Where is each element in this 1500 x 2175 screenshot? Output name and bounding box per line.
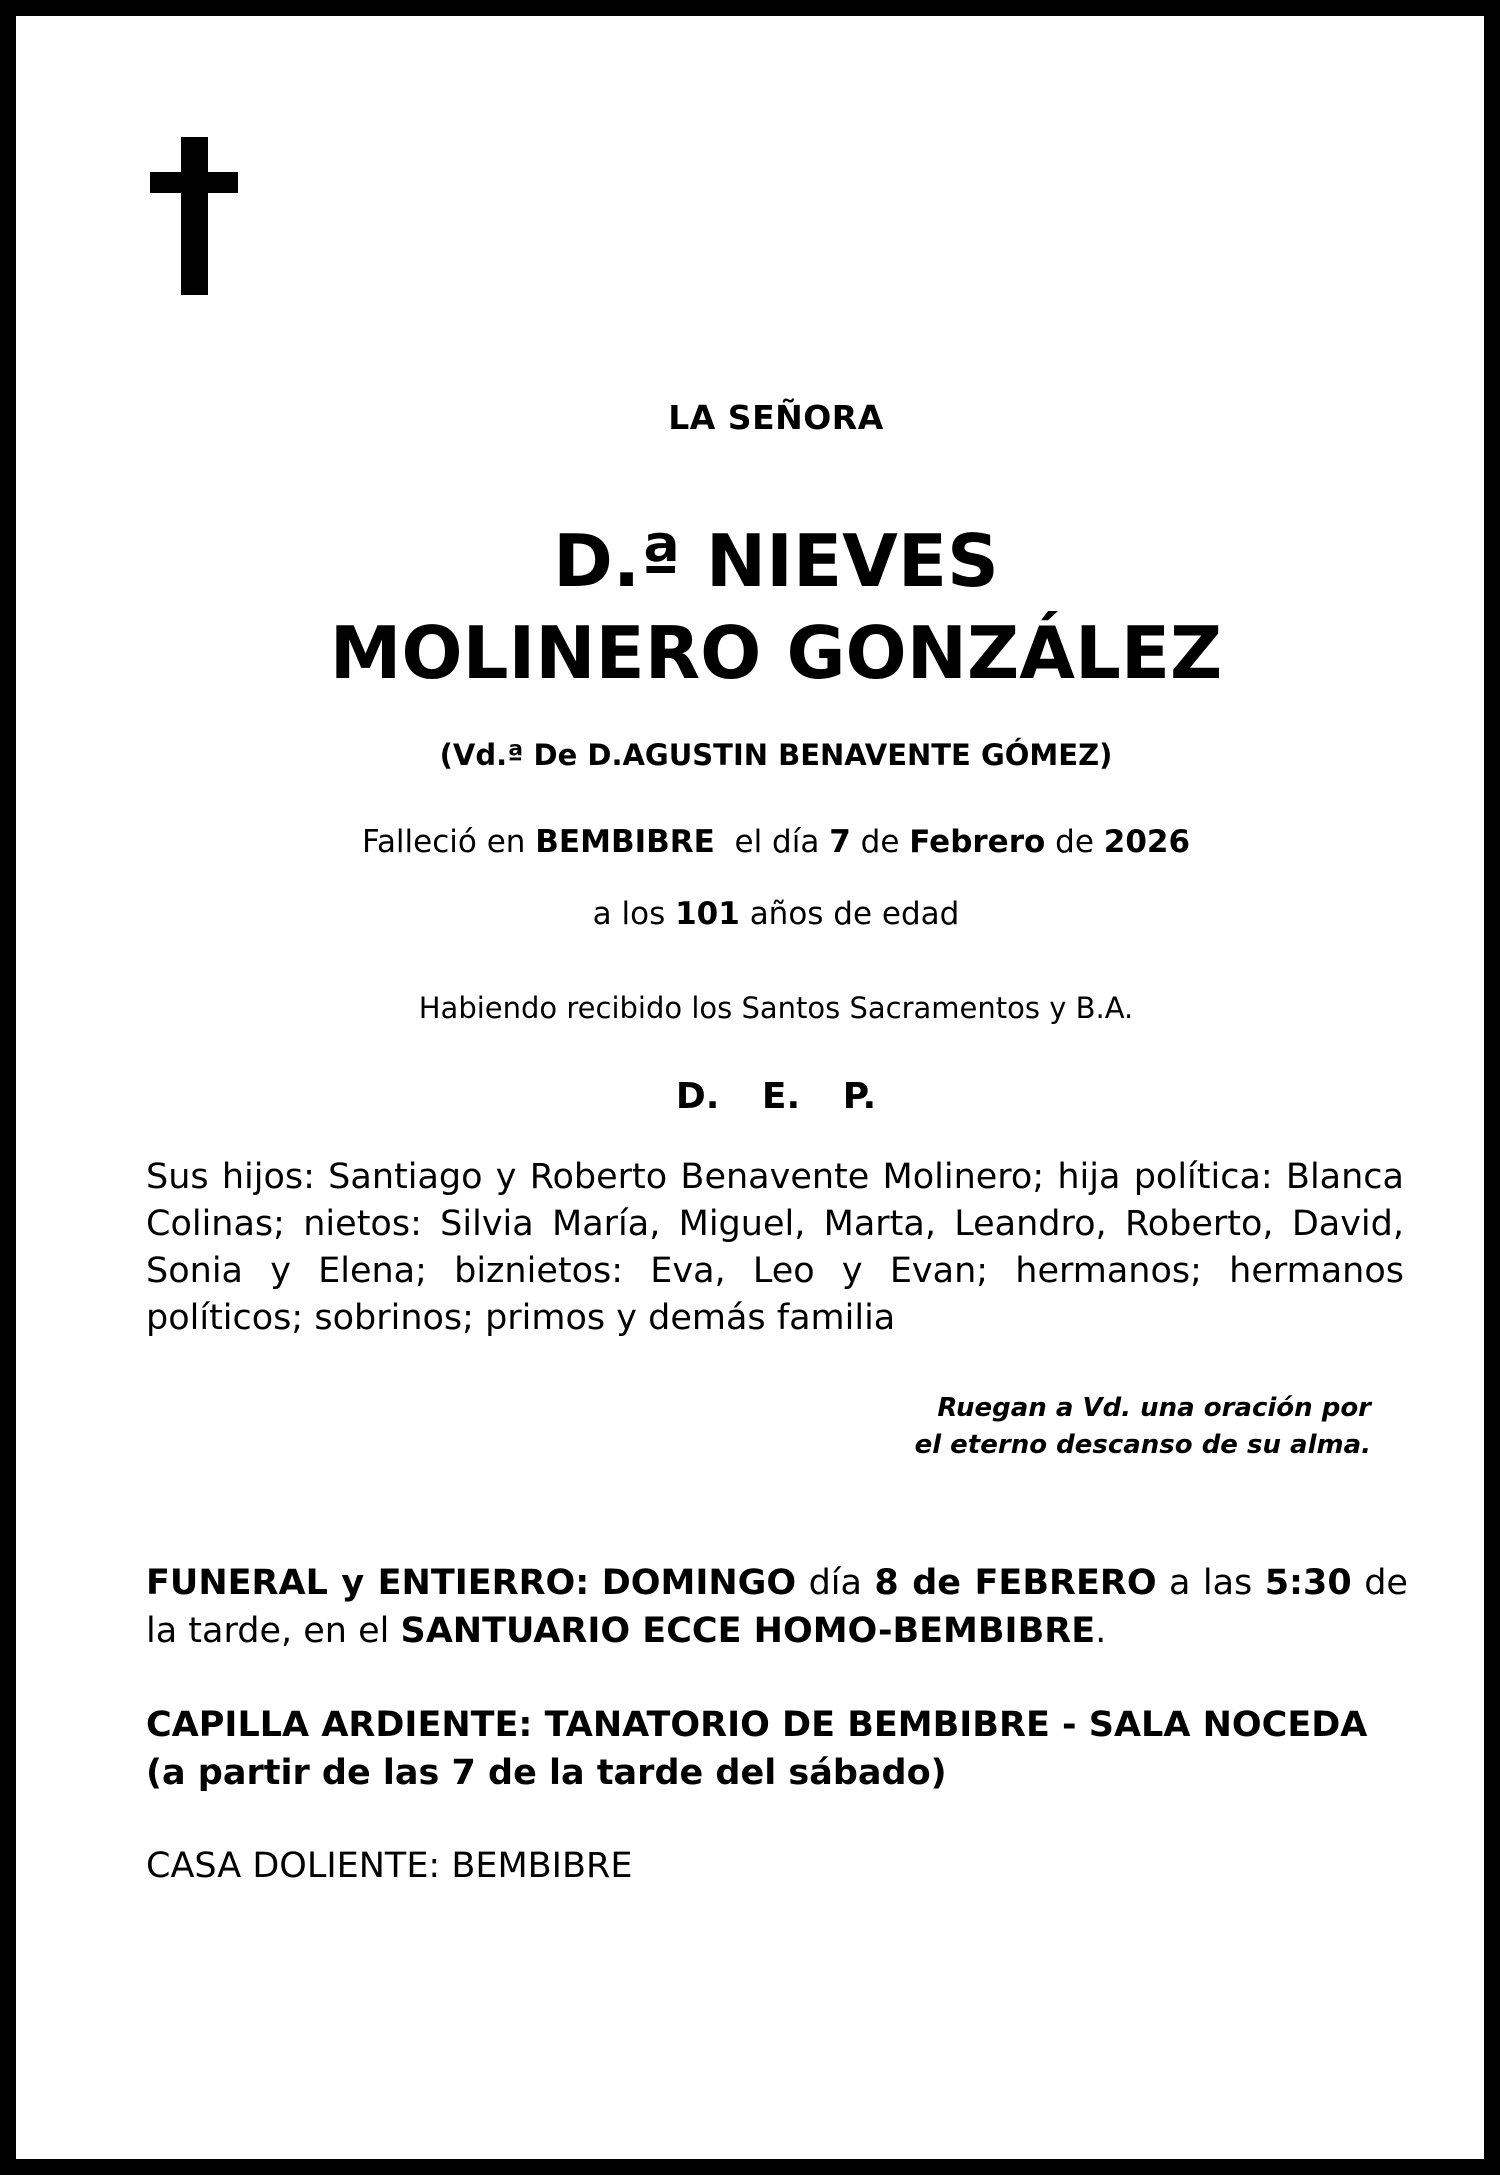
funeral-info bbox=[146, 1559, 1408, 1655]
death-place: BEMBIBRE bbox=[535, 824, 715, 860]
funeral-at: a las bbox=[1169, 1563, 1253, 1603]
death-of1: de bbox=[860, 824, 900, 860]
funeral-place: SANTUARIO ECCE HOMO-BEMBIBRE bbox=[400, 1611, 1096, 1651]
funeral-time: 5:30 bbox=[1264, 1563, 1352, 1603]
chapel-info: CAPILLA ARDIENTE: TANATORIO DE BEMBIBRE - SALA NOCEDA (a partir de las 7 de la tarde del sábado) bbox=[146, 1705, 1368, 1793]
death-year: 2026 bbox=[1103, 824, 1191, 860]
death-prefix: Falleció en bbox=[361, 824, 526, 860]
heading: LA SEÑORA bbox=[668, 398, 884, 437]
death-day: 7 bbox=[829, 824, 851, 860]
family-list: Sus hijos: Santiago y Roberto Benavente Molinero; hija política: Blanca Colinas; nietos: Silvia María, Miguel, Marta, Leandro, Roberto, David, Sonia y Elena; biznietos: Eva, Leo y Evan; hermanos; hermanos políticos; sobrinos; primos y demás familia bbox=[146, 1157, 1404, 1338]
mourning-house: CASA DOLIENTE: BEMBIBRE bbox=[146, 1846, 633, 1886]
sacraments-note: Habiendo recibido los Santos Sacramentos y B.A. bbox=[418, 991, 1134, 1025]
death-day-label: el día bbox=[734, 824, 820, 860]
death-info bbox=[146, 824, 1406, 860]
cross-vertical-bar bbox=[181, 137, 208, 295]
funeral-end: . bbox=[1095, 1611, 1107, 1651]
prayer-line1: Ruegan a Vd. una oración por bbox=[937, 1393, 1371, 1423]
cross-horizontal-bar bbox=[150, 172, 238, 193]
age-years: 101 bbox=[675, 896, 740, 932]
funeral-time-suffix: de la tarde, en el bbox=[146, 1563, 1408, 1651]
death-of2: de bbox=[1055, 824, 1094, 860]
widow-note: (Vd.ª De D.AGUSTIN BENAVENTE GÓMEZ) bbox=[439, 738, 1113, 772]
deceased-name-line2: MOLINERO GONZÁLEZ bbox=[329, 611, 1223, 695]
age-info bbox=[146, 896, 1406, 932]
deceased-name-line1: D.ª NIEVES bbox=[553, 519, 999, 603]
age-prefix: a los bbox=[592, 896, 666, 932]
prayer-request bbox=[915, 1390, 1371, 1464]
prayer-line2: el eterno descanso de su alma. bbox=[914, 1430, 1371, 1460]
funeral-weekday: DOMINGO bbox=[601, 1563, 797, 1603]
cross-icon bbox=[150, 137, 238, 295]
dep-abbreviation: D. E. P. bbox=[675, 1076, 877, 1117]
funeral-label: FUNERAL y ENTIERRO: bbox=[146, 1563, 590, 1603]
funeral-day-word: día bbox=[808, 1563, 862, 1603]
funeral-date: 8 de FEBRERO bbox=[874, 1563, 1157, 1603]
age-suffix: años de edad bbox=[749, 896, 960, 932]
death-month: Febrero bbox=[909, 824, 1046, 860]
